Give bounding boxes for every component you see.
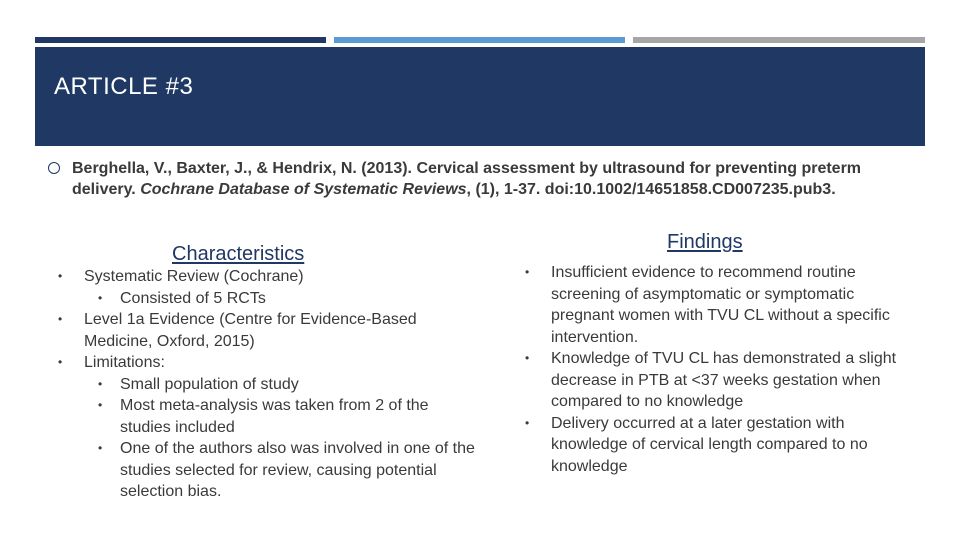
list-item [58, 374, 478, 396]
list-item [58, 395, 478, 438]
list-item [58, 352, 478, 374]
bullet-icon: • [98, 290, 103, 305]
bullet-icon: • [525, 351, 530, 365]
accent-bar-gray [633, 37, 925, 43]
accent-bar-blue [334, 37, 625, 43]
list-item [525, 413, 920, 478]
citation-authors: Berghella, V., Baxter, J., & Hendrix, N. (2013). Cervical assessment by ultrasound for preventing preterm delivery. [72, 160, 862, 198]
bullet-icon: • [58, 269, 63, 283]
list-item-text: Level 1a Evidence (Centre for Evidence-Based Medicine, Oxford, 2015) [84, 311, 417, 350]
list-item-text: Delivery occurred at a later gestation with knowledge of cervical length compared to no knowledge [551, 414, 868, 475]
list-item-text: Insufficient evidence to recommend routine screening of asymptomatic or symptomatic pregnant women with TVU CL without a specific intervention. [551, 264, 890, 346]
citation-text [72, 158, 908, 200]
title-banner [35, 47, 925, 146]
citation-block [48, 158, 908, 200]
accent-bar-navy [35, 37, 326, 43]
bullet-icon: • [58, 355, 63, 369]
list-item-text: Most meta-analysis was taken from 2 of the studies included [120, 397, 429, 436]
list-item [58, 266, 478, 288]
list-item-text: Systematic Review (Cochrane) [84, 268, 304, 285]
list-item-text: Limitations: [84, 354, 165, 371]
list-item [525, 262, 920, 348]
bullet-icon: • [525, 265, 530, 279]
findings-list [525, 262, 920, 477]
list-item [58, 309, 478, 352]
characteristics-heading: Characteristics [172, 243, 305, 265]
slide-title: ARTICLE #3 [54, 73, 194, 100]
list-item-text: Knowledge of TVU CL has demonstrated a slight decrease in PTB at <37 weeks gestation when compared to no knowledge [551, 350, 897, 410]
bullet-icon: • [525, 415, 530, 430]
findings-heading: Findings [667, 231, 743, 253]
hollow-circle-bullet-icon [48, 162, 60, 174]
bullet-icon: • [98, 441, 103, 455]
bullet-icon: • [98, 376, 103, 391]
list-item [525, 348, 920, 413]
bullet-icon: • [58, 312, 63, 326]
characteristics-list [58, 266, 478, 503]
citation-journal: Cochrane Database of Systematic Reviews [140, 181, 467, 198]
characteristics-column [58, 266, 478, 503]
list-item [58, 288, 478, 310]
list-item [58, 438, 478, 503]
list-item-text: One of the authors also was involved in one of the studies selected for review, causing potential selection bias. [120, 440, 475, 500]
list-item-text: Small population of study [120, 375, 299, 393]
bullet-icon: • [98, 398, 103, 412]
list-item-text: Consisted of 5 RCTs [120, 289, 266, 307]
citation-tail: , (1), 1-37. doi:10.1002/14651858.CD007235.pub3. [466, 181, 836, 198]
findings-column [525, 262, 920, 477]
